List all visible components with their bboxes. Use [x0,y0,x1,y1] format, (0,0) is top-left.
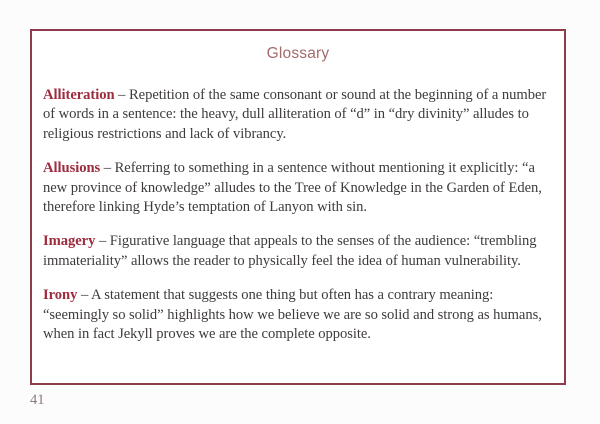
page-number: 41 [30,392,45,408]
glossary-term: Imagery [43,233,96,250]
glossary-entry-list [32,86,564,344]
glossary-definition: Referring to something in a sentence without mentioning it explicitly: “a new province of knowledge” alludes to the Tree of Knowledge in the Garden of Eden, therefore linking Hyde’s temptation of Lanyon with sin. [43,160,542,216]
glossary-dash: – [95,233,110,250]
glossary-term: Irony [43,287,78,304]
glossary-title: Glossary [266,45,330,62]
glossary-entry [43,159,548,217]
glossary-box [30,29,566,385]
glossary-term: Allusions [43,160,101,177]
glossary-definition: Repetition of the same consonant or sound at the beginning of a number of words in a sentence: the heavy, dull alliteration of “d” in “dry divinity” alludes to religious restrictions and lack of vibrancy. [43,87,547,142]
glossary-dash: – [114,87,129,103]
glossary-entry [43,232,548,271]
glossary-dash: – [77,287,91,304]
glossary-dash: – [100,160,115,177]
glossary-entry [43,86,548,144]
glossary-definition: Figurative language that appeals to the senses of the audience: “trembling immateriality” allows the reader to physically feel the idea of human vulnerability. [43,233,537,269]
glossary-entry [43,286,548,344]
glossary-definition: A statement that suggests one thing but often has a contrary meaning: “seemingly so solid” highlights how we believe we are so solid and strong as humans, when in fact Jekyll proves we are the complete opposite. [43,287,542,343]
glossary-term: Alliteration [43,87,115,103]
